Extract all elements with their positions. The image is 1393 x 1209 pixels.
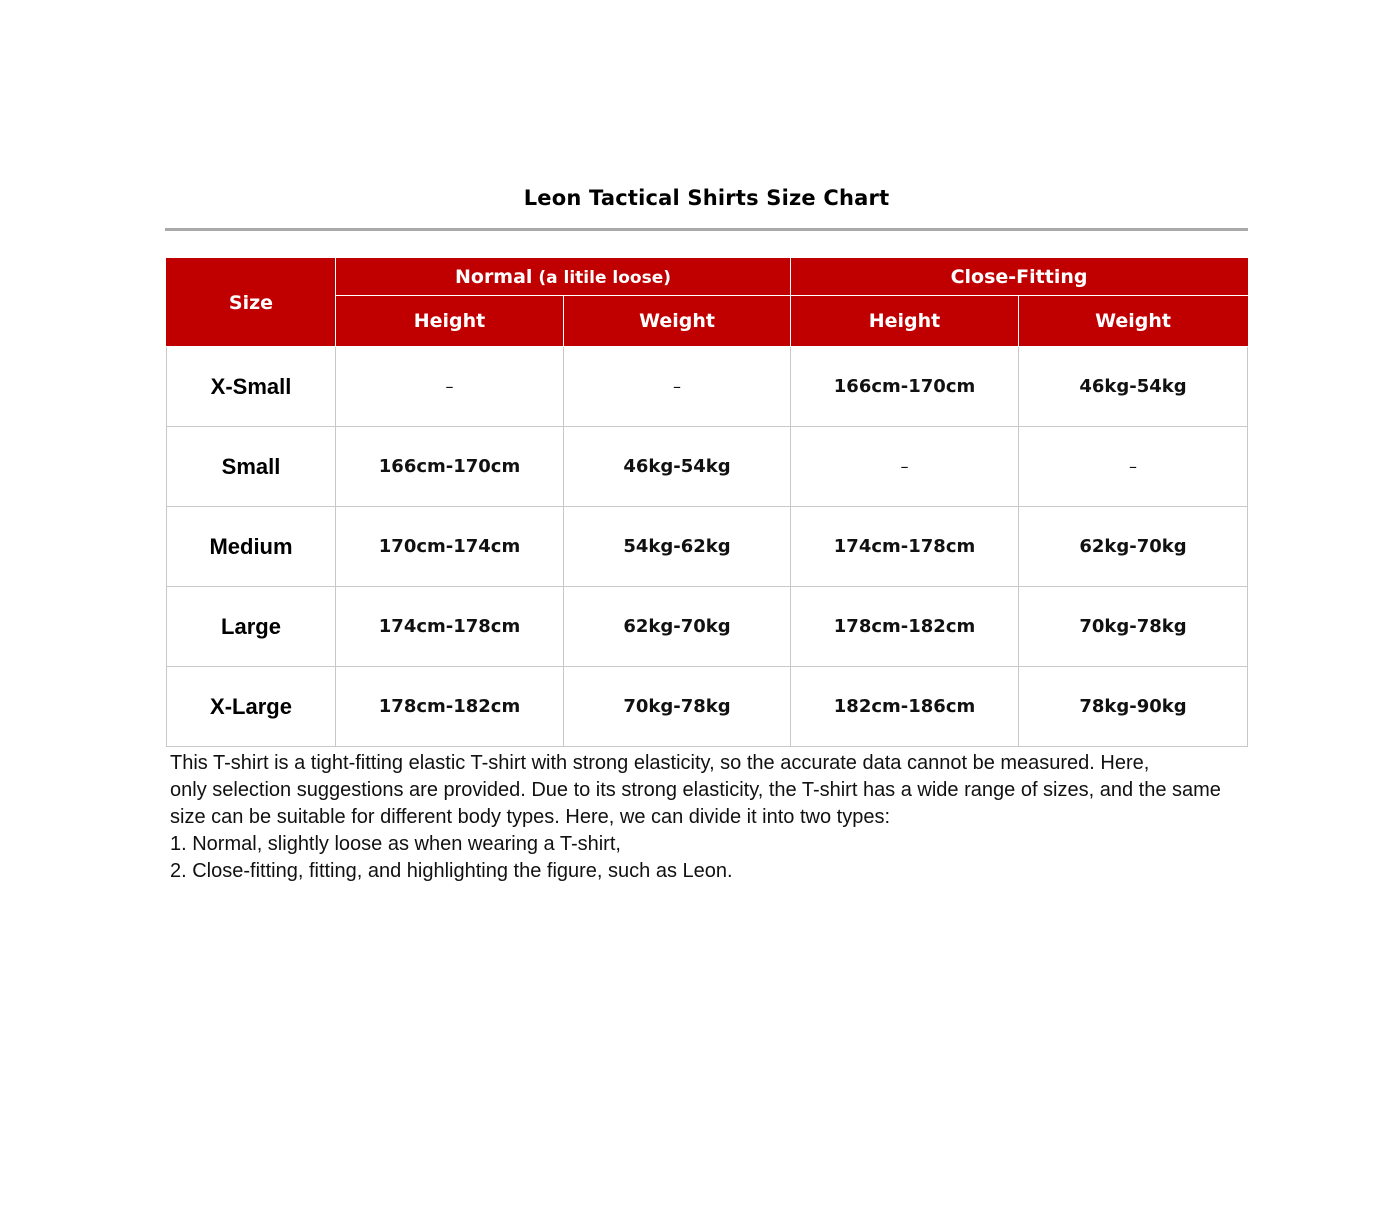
- table-row: [167, 427, 1248, 507]
- close-weight-cell: 46kg-54kg: [1019, 347, 1248, 427]
- close-weight-cell: 62kg-70kg: [1019, 507, 1248, 587]
- size-label: Small: [167, 427, 336, 507]
- close-height-cell: 182cm-186cm: [791, 667, 1019, 747]
- notes-line: size can be suitable for different body types. Here, we can divide it into two types:: [170, 806, 891, 828]
- close-height-header: Height: [791, 296, 1019, 347]
- normal-group-header: [336, 259, 791, 296]
- notes-line: 1. Normal, slightly loose as when wearing a T-shirt,: [170, 833, 621, 855]
- normal-weight-header: Weight: [564, 296, 791, 347]
- sizing-notes: [170, 750, 1245, 885]
- close-weight-cell: 78kg-90kg: [1019, 667, 1248, 747]
- size-label: Medium: [167, 507, 336, 587]
- normal-weight-cell: 54kg-62kg: [564, 507, 791, 587]
- table-row: [167, 587, 1248, 667]
- page-title: Leon Tactical Shirts Size Chart: [523, 186, 890, 210]
- close-weight-header: Weight: [1019, 296, 1248, 347]
- notes-line: 2. Close-fitting, fitting, and highlighting the figure, such as Leon.: [170, 860, 733, 882]
- close-height-cell: 166cm-170cm: [791, 347, 1019, 427]
- close-height-cell: 178cm-182cm: [791, 587, 1019, 667]
- notes-line: This T-shirt is a tight-fitting elastic T-shirt with strong elasticity, so the accurate data cannot be measured. Here,: [170, 752, 1150, 774]
- normal-weight-cell: 70kg-78kg: [564, 667, 791, 747]
- normal-height-header: Height: [336, 296, 564, 347]
- size-column-header: Size: [167, 259, 336, 347]
- notes-line: only selection suggestions are provided. Due to its strong elasticity, the T-shirt has a wide range of sizes, and the same: [170, 779, 1221, 801]
- table-row: [167, 507, 1248, 587]
- close-weight-cell: –: [1019, 427, 1248, 507]
- close-height-cell: –: [791, 427, 1019, 507]
- close-fitting-group-header: [791, 259, 1248, 296]
- normal-height-cell: 178cm-182cm: [336, 667, 564, 747]
- normal-height-cell: –: [336, 347, 564, 427]
- normal-height-cell: 166cm-170cm: [336, 427, 564, 507]
- size-label: X-Large: [167, 667, 336, 747]
- close-height-cell: 174cm-178cm: [791, 507, 1019, 587]
- title-divider: [165, 228, 1248, 231]
- table-row: [167, 347, 1248, 427]
- normal-height-cell: 170cm-174cm: [336, 507, 564, 587]
- normal-weight-cell: 62kg-70kg: [564, 587, 791, 667]
- normal-group-label: Normal: [454, 266, 533, 288]
- close-weight-cell: 70kg-78kg: [1019, 587, 1248, 667]
- normal-group-note: (a litile loose): [532, 268, 672, 288]
- size-label: Large: [167, 587, 336, 667]
- normal-weight-cell: 46kg-54kg: [564, 427, 791, 507]
- table-header-row-groups: [167, 259, 1248, 296]
- size-label: X-Small: [167, 347, 336, 427]
- normal-weight-cell: –: [564, 347, 791, 427]
- size-chart-table: [166, 258, 1248, 747]
- normal-height-cell: 174cm-178cm: [336, 587, 564, 667]
- table-row: [167, 667, 1248, 747]
- close-fitting-group-label: Close-Fitting: [950, 266, 1088, 288]
